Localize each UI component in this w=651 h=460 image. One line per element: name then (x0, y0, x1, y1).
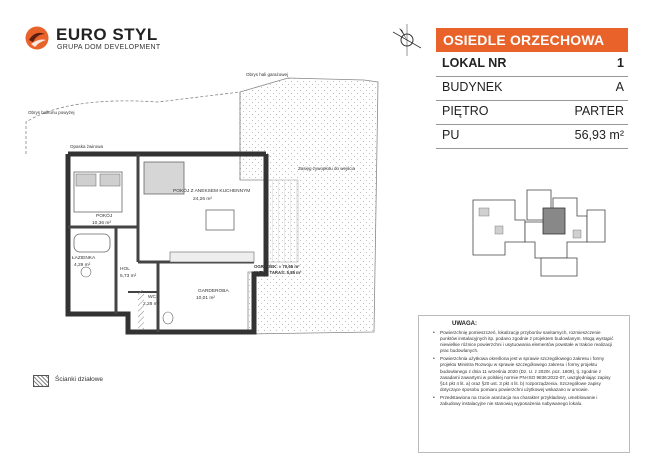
room-bathroom-name: ŁAZIENKA (72, 256, 96, 261)
notes-list (428, 330, 618, 409)
label-balcony-outline: Obrys balkonu powyżej (28, 110, 75, 115)
info-value-pu: 56,93 m² (574, 128, 624, 142)
info-label-lokal: LOKAL NR (442, 56, 507, 70)
euro-styl-logo-icon (25, 26, 49, 50)
info-label-pu: PU (442, 128, 460, 142)
room-hall-name: HOL (120, 267, 130, 272)
compass-icon (389, 22, 425, 58)
room-living-name: POKÓJ Z ANEKSEM KUCHENNYM (173, 189, 251, 194)
room-bathroom-area: 4,29 m² (74, 263, 91, 268)
info-value-pietro: PARTER (574, 104, 624, 118)
room-wardrobe-name: GARDEROBA (198, 289, 229, 294)
legend-label: Ścianki działowe (55, 376, 104, 383)
selected-unit-marker (543, 208, 565, 234)
note-item: • Przedstawiona na rzucie aranżacja ma charakter przykładowy, umeblowanie i zabudowy instalacyjne nie stanowią wyposażenia nabywanego lokalu. (428, 395, 618, 407)
room-wc-area: 2,28 m² (143, 302, 160, 307)
brand-subtitle: GRUPA DOM DEVELOPMENT (57, 44, 161, 51)
label-gravel: Opaska żwirowa (70, 144, 104, 149)
project-name: OSIEDLE ORZECHOWA (443, 32, 605, 48)
room-wc-name: WC (148, 295, 156, 300)
notes-title: UWAGA: (452, 321, 477, 327)
partition-wall-legend-icon (33, 375, 49, 387)
room-bedroom-name: POKÓJ (96, 214, 113, 219)
info-value-budynek: A (615, 80, 624, 94)
info-label-pietro: PIĘTRO (442, 104, 489, 118)
room-hall-area: 5,73 m² (120, 274, 137, 279)
info-value-lokal: 1 (617, 56, 624, 70)
building-location-map (455, 180, 625, 290)
terrace-area-label: W TYM TARAS: 5,85 m² (254, 270, 302, 275)
room-bedroom-area: 10,36 m² (92, 221, 111, 226)
note-item: • Powierzchnia użytkowa określona jest w sprawie szczegółowego zakresu i formy projektu Ministra Rozwoju w sprawie szczegółowego zakresu i formy projektu budowlanego z dnia 11 września 2020 (Dz. U. z 2020r. poz. 1609), tj. zgodnie z zasadami zawartymi w polskiej normie PN-ISO 9836:2022-07, uwzględniając zapisy §14 pkt 4 lit. a) oraz §20 ust. 3 pkt 4 lit. b) rozporządzenia. Szczegółowe zapisy dotyczące sposobu pomiaru powierzchni użytkowej wskazano w umowie. (428, 356, 618, 393)
garden-area-label: OGRÓDEK: ≈ 70,65 m² (254, 264, 300, 269)
garden-area (240, 78, 378, 334)
label-hedge: Zasięg żywopłotu do wejścia (298, 166, 356, 171)
label-garage-outline: Obrys hali garażowej (246, 72, 289, 77)
room-wardrobe-area: 10,01 m² (196, 296, 215, 301)
room-living-area: 24,26 m² (193, 197, 212, 202)
brand-name: EURO STYL (56, 25, 158, 44)
floor-plan (8, 62, 428, 362)
info-label-budynek: BUDYNEK (442, 80, 503, 94)
note-item: • Powierzchnię pomieszczeń, lokalizację przyborów sanitarnych, rozmieszczenie punktów instalacyjnych itp. podano zgodnie z projektem budowlanym. Mogą wystąpić niewielkie różnice powierzchni i usytuowania elementów powstałe w trakcie realizacji prac budowlanych. (428, 330, 618, 354)
terrace (266, 180, 298, 262)
